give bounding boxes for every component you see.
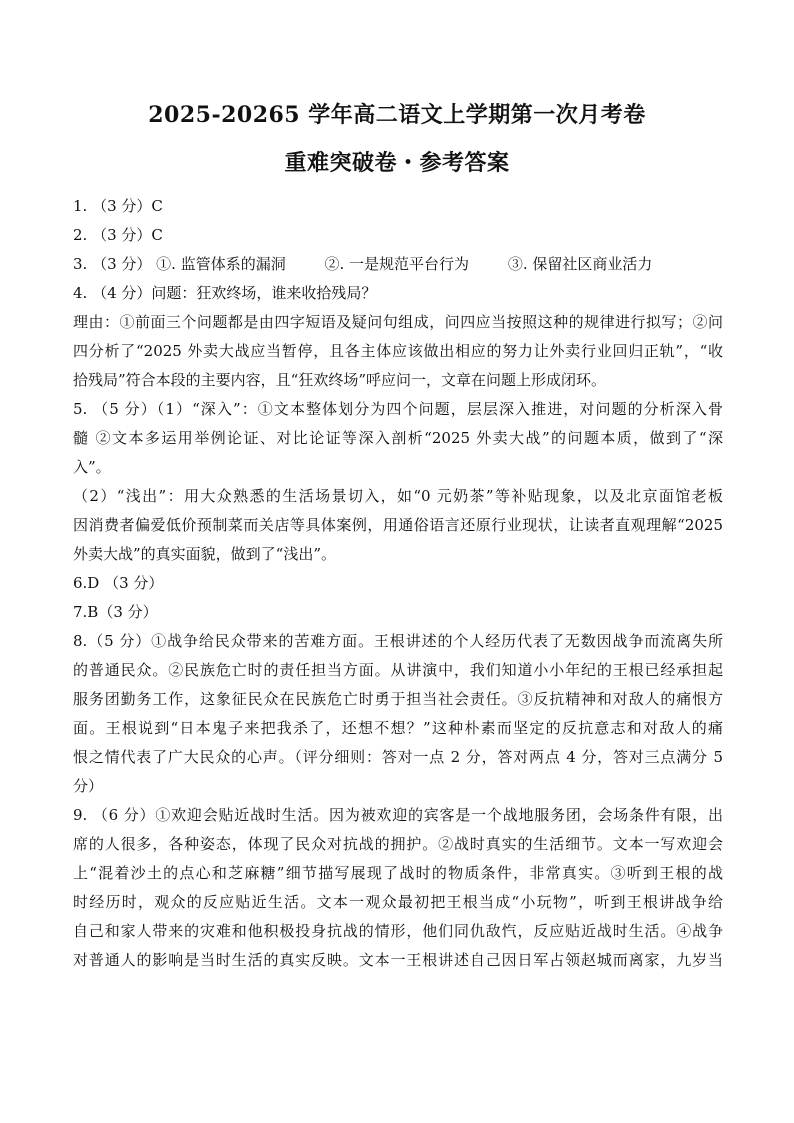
answer-item-5-line: 外卖大战”的真实面貌，做到了“浅出”。 xyxy=(73,545,337,563)
answer-item-6: 6.D （3 分） xyxy=(73,574,164,592)
answer-item-2: 2. （3 分）C xyxy=(73,226,163,244)
answer-item-5-line: 入”。 xyxy=(73,458,111,476)
answer-item-8-line: 服务团勤务工作，这象征民众在民族危亡时勇于担当社会责任。③反抗精神和对敌人的痛恨方 xyxy=(73,690,723,708)
answer-item-3 xyxy=(73,250,723,279)
answer-item-9-line: 上“混着沙土的点心和芝麻糖”细节描写展现了战时的物质条件，非常真实。③听到王根的战 xyxy=(73,864,723,882)
page-title: 2025-20265 学年高二语文上学期第一次月考卷 xyxy=(148,102,646,128)
answer-list xyxy=(73,192,723,975)
answer-item-9-line: 自己和家人带来的灾难和他积极投身抗战的情形，他们同仇敌忾，反应贴近战时生活。④战争 xyxy=(73,922,723,940)
answer-item-9-line: 对普通人的影响是当时生活的真实反映。文本一王根讲述自己因日军占领赵城而离家，九岁当 xyxy=(73,951,723,969)
answer-item-3-prefix: 3. （3 分） xyxy=(73,255,157,273)
answer-item-5-line: 5. （5 分）（1）“深入”：①文本整体划分为四个问题，层层深入推进，对问题的分析深入骨 xyxy=(73,400,723,418)
answer-item-8-line: 的普通民众。②民族危亡时的责任担当方面。从讲演中，我们知道小小年纪的王根已经承担起 xyxy=(73,661,723,679)
answer-item-4-line: 理由：①前面三个问题都是由四字短语及疑问句组成，问四应当按照这种的规律进行拟写；②问 xyxy=(73,313,723,331)
answer-item-4-line: 4. （4 分）问题：狂欢终场，谁来收拾残局？ xyxy=(73,284,377,302)
answer-item-8-line: 面。王根说到“日本鬼子来把我杀了，还想不想？”这种朴素而坚定的反抗意志和对敌人的痛 xyxy=(73,719,723,737)
answer-item-3-option-2: ②. 一是规范平台行为 xyxy=(324,255,470,273)
answer-item-8-line: 恨之情代表了广大民众的心声。（评分细则：答对一点 2 分，答对两点 4 分，答对三点满分 5 xyxy=(73,748,723,766)
answer-item-3-option-3: ③. 保留社区商业活力 xyxy=(507,255,653,273)
answer-item-3-option-1: ①. 监管体系的漏洞 xyxy=(156,255,286,273)
answer-item-8-line: 分） xyxy=(73,777,104,795)
answer-item-1: 1. （3 分）C xyxy=(73,197,163,215)
answer-item-5-line: （2）“浅出”：用大众熟悉的生活场景切入，如“0 元奶茶”等补贴现象，以及北京面馆老板 xyxy=(73,487,723,505)
answer-item-5-line: 髓 ②文本多运用举例论证、对比论证等深入剖析“2025 外卖大战”的问题本质，做到了“深 xyxy=(73,429,723,447)
answer-item-9-line: 9. （6 分）①欢迎会贴近战时生活。因为被欢迎的宾客是一个战地服务团，会场条件有限，出 xyxy=(73,806,723,824)
answer-item-9-line: 时经历时，观众的反应贴近生活。文本一观众最初把王根当成“小玩物”，听到王根讲战争给 xyxy=(73,893,723,911)
answer-item-9-line: 席的人很多，各种姿态，体现了民众对抗战的拥护。②战时真实的生活细节。文本一写欢迎会 xyxy=(73,835,723,853)
answer-item-7: 7.B（3 分） xyxy=(73,603,158,621)
answer-item-4-line: 四分析了“2025 外卖大战应当暂停，且各主体应该做出相应的努力让外卖行业回归正轨”，“收 xyxy=(73,342,723,360)
answer-item-8-line: 8.（5 分）①战争给民众带来的苦难方面。王根讲述的个人经历代表了无数因战争而流离失所 xyxy=(73,632,723,650)
page-subtitle: 重难突破卷・参考答案 xyxy=(284,150,510,176)
answer-item-4-line: 拾残局”符合本段的主要内容，且“狂欢终场”呼应问一，文章在问题上形成闭环。 xyxy=(73,371,607,389)
answer-item-5-line: 因消费者偏爱低价预制菜而关店等具体案例，用通俗语言还原行业现状，让读者直观理解“2025 xyxy=(73,516,723,534)
